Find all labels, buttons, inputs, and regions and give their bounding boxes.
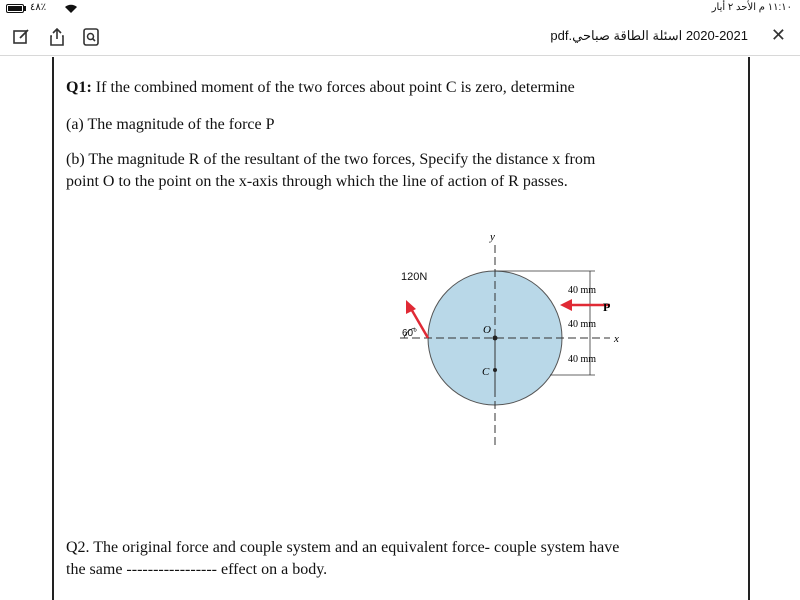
battery-tip [24, 6, 26, 11]
question-2 [66, 537, 706, 581]
q2-line1: Q2. The original force and couple system and an equivalent force- couple system have [66, 539, 620, 556]
document-toolbar [0, 18, 800, 56]
page-border-left [52, 57, 54, 600]
q1-part-a: (a) The magnitude of the force P [66, 116, 275, 133]
status-bar [0, 0, 800, 18]
search-doc-icon[interactable] [82, 28, 100, 46]
point-o-label: O [483, 324, 491, 336]
q1-part-b-line2: point O to the point on the x-axis through which the line of action of R passes. [66, 173, 568, 190]
dim-label-1: 40 mm [568, 285, 597, 296]
page-border-right [748, 57, 750, 600]
close-icon[interactable]: ✕ [770, 25, 786, 45]
q1-label: Q1: [66, 79, 92, 96]
point-c-label: C [482, 366, 490, 378]
status-clock: ١١:١٠ م الأحد ٢ أيار [711, 2, 792, 13]
q1-part-b-line1: (b) The magnitude R of the resultant of the two forces, Specify the distance x from [66, 151, 596, 168]
battery-icon [6, 4, 24, 13]
edit-icon[interactable] [12, 28, 30, 46]
q2-line2: the same ----------------- effect on a body. [66, 561, 328, 578]
dim-label-3: 40 mm [568, 354, 597, 365]
dim-label-2: 40 mm [568, 319, 597, 330]
wifi-icon [64, 3, 78, 14]
force-120n-head [406, 300, 416, 314]
question-1 [66, 77, 575, 99]
q1-part-b [66, 149, 666, 193]
force-diagram [380, 225, 640, 455]
share-icon[interactable] [48, 28, 66, 46]
force-120n-label: 120N [401, 271, 428, 283]
axis-x-label: x [614, 333, 619, 345]
force-p-head [560, 299, 572, 311]
axis-y-label: y [490, 231, 495, 243]
force-p-label: P [603, 300, 611, 314]
document-title: 2020-2021 اسئلة الطاقة صباحي.pdf [550, 28, 748, 43]
angle-60-label: 60° [402, 328, 418, 339]
q1-text: If the combined moment of the two forces about point C is zero, determine [95, 79, 575, 96]
point-o-dot [493, 336, 498, 341]
point-c-dot [493, 368, 497, 372]
battery-percent: ٪٤٨ [30, 2, 47, 13]
